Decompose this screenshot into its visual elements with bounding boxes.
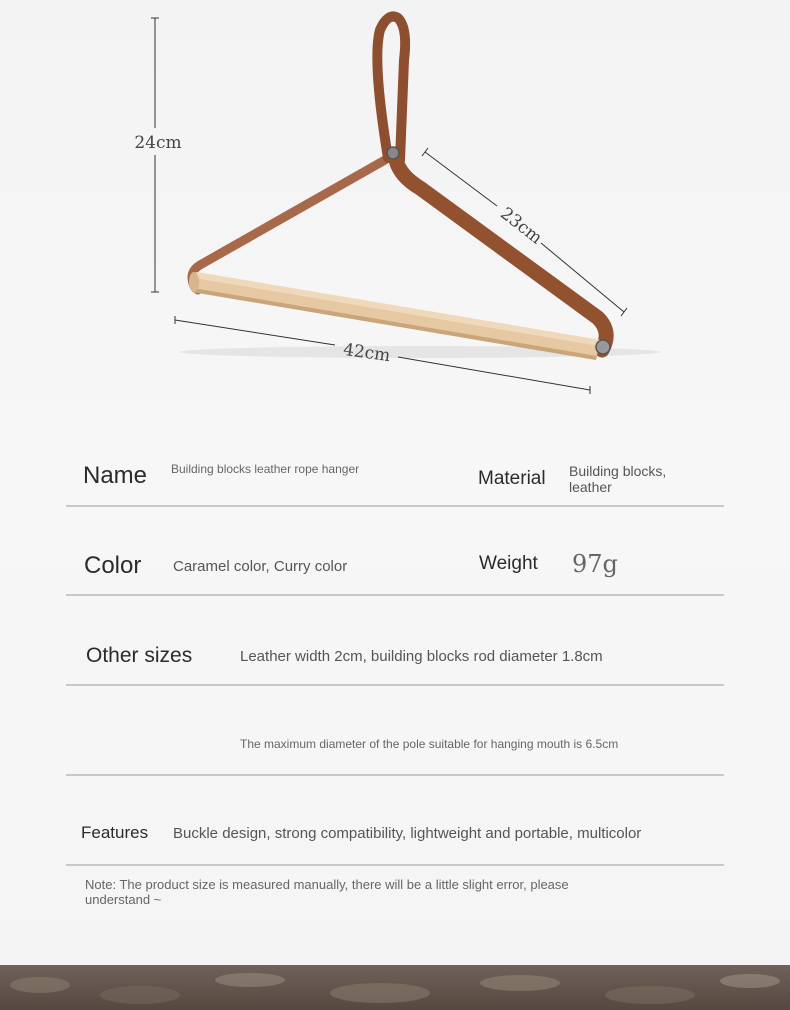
other-sizes-label: Other sizes bbox=[86, 644, 193, 667]
pole-note-value: The maximum diameter of the pole suitable for hanging mouth is 6.5cm bbox=[240, 737, 619, 751]
material-value: Building blocks, leather bbox=[569, 463, 667, 495]
buckle-top bbox=[387, 147, 399, 159]
name-label: Name bbox=[83, 462, 148, 489]
weight-label: Weight bbox=[479, 553, 538, 574]
color-value: Caramel color, Curry color bbox=[173, 558, 348, 575]
height-label: 24cm bbox=[134, 133, 182, 153]
strap-dimension bbox=[422, 148, 627, 316]
hanging-loop bbox=[377, 17, 405, 161]
measurement-note: Note: The product size is measured manually, there will be a little slight error, please understand ~ bbox=[85, 877, 569, 907]
buckle-end bbox=[596, 340, 610, 354]
height-dimension bbox=[134, 18, 181, 292]
spec-row-features bbox=[66, 776, 724, 866]
width-label: 42cm bbox=[341, 339, 392, 367]
spec-row-pole bbox=[66, 686, 724, 776]
strap-label: 23cm bbox=[496, 203, 546, 249]
name-value: Building blocks leather rope hanger bbox=[171, 462, 360, 476]
spec-row-other-sizes bbox=[66, 596, 724, 686]
ground-texture bbox=[0, 965, 790, 1010]
material-label: Material bbox=[478, 468, 546, 489]
bottom-photo-strip bbox=[0, 965, 790, 1010]
left-strap bbox=[192, 160, 385, 290]
features-value: Buckle design, strong compatibility, lightweight and portable, multicolor bbox=[173, 825, 642, 842]
spec-row-color bbox=[66, 507, 724, 596]
hanger-illustration bbox=[0, 0, 790, 420]
color-label: Color bbox=[84, 552, 142, 579]
weight-value: 97g bbox=[572, 550, 618, 578]
features-label: Features bbox=[81, 823, 149, 842]
spec-row-name bbox=[66, 440, 724, 507]
other-sizes-value: Leather width 2cm, building blocks rod diameter 1.8cm bbox=[240, 648, 603, 665]
